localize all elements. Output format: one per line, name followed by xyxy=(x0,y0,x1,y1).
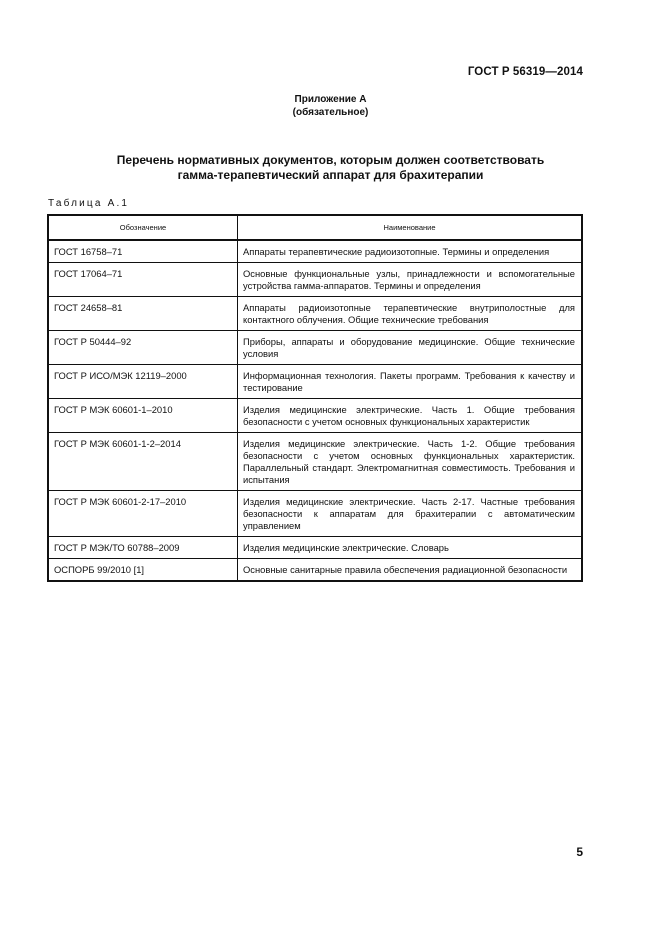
annex-heading xyxy=(0,93,661,119)
document-code-cell: ГОСТ Р 50444–92 xyxy=(48,331,238,365)
table-row xyxy=(48,263,582,297)
document-code-cell: ГОСТ Р МЭК/ТО 60788–2009 xyxy=(48,537,238,559)
document-code-cell: ГОСТ Р МЭК 60601-1-2–2014 xyxy=(48,433,238,491)
annex-title: Приложение А xyxy=(294,94,367,105)
document-code-cell: ГОСТ 24658–81 xyxy=(48,297,238,331)
list-title-line-1: Перечень нормативных документов, которым должен соответствовать xyxy=(116,153,545,167)
document-code-cell: ГОСТ 17064–71 xyxy=(48,263,238,297)
table-row xyxy=(48,297,582,331)
list-title-line-2: гамма-терапевтический аппарат для брахитерапии xyxy=(177,168,484,182)
document-name-cell: Основные функциональные узлы, принадлежности и вспомогательные устройства гамма-аппаратов. Термины и определения xyxy=(238,263,583,297)
annex-status: (обязательное) xyxy=(292,107,369,118)
table-row xyxy=(48,399,582,433)
normative-documents-table xyxy=(47,214,583,582)
table-row xyxy=(48,559,582,582)
document-code: ГОСТ Р 56319—2014 xyxy=(467,66,583,78)
document-code-cell: ГОСТ Р МЭК 60601-1–2010 xyxy=(48,399,238,433)
document-code-cell: ГОСТ 16758–71 xyxy=(48,240,238,263)
column-header-name: Наименование xyxy=(238,215,583,240)
table-row xyxy=(48,240,582,263)
document-name-cell: Основные санитарные правила обеспечения радиационной безопасности xyxy=(238,559,583,582)
table-row xyxy=(48,537,582,559)
table-row xyxy=(48,433,582,491)
table-row xyxy=(48,491,582,537)
document-name-cell: Изделия медицинские электрические. Часть 1-2. Общие требования безопасности с учетом основных функциональных характеристик. Параллельный стандарт. Электромагнитная совместимость. Требования и испытания xyxy=(238,433,583,491)
document-name-cell: Аппараты терапевтические радиоизотопные. Термины и определения xyxy=(238,240,583,263)
document-name-cell: Приборы, аппараты и оборудование медицинские. Общие технические условия xyxy=(238,331,583,365)
document-name-cell: Аппараты радиоизотопные терапевтические внутриполостные для контактного облучения. Общие технические требования xyxy=(238,297,583,331)
document-code-cell: ГОСТ Р ИСО/МЭК 12119–2000 xyxy=(48,365,238,399)
document-name-cell: Изделия медицинские электрические. Словарь xyxy=(238,537,583,559)
document-name-cell: Изделия медицинские электрические. Часть 2-17. Частные требования безопасности к аппаратам для брахитерапии с автоматическим управлением xyxy=(238,491,583,537)
document-code-cell: ГОСТ Р МЭК 60601-2-17–2010 xyxy=(48,491,238,537)
list-title xyxy=(40,153,621,183)
page-number: 5 xyxy=(576,845,583,859)
document-name-cell: Изделия медицинские электрические. Часть 1. Общие требования безопасности с учетом основных функциональных характеристик xyxy=(238,399,583,433)
document-code-cell: ОСПОРБ 99/2010 [1] xyxy=(48,559,238,582)
document-name-cell: Информационная технология. Пакеты программ. Требования к качеству и тестирование xyxy=(238,365,583,399)
table-caption: Таблица А.1 xyxy=(48,198,130,209)
column-header-designation: Обозначение xyxy=(48,215,238,240)
table-row xyxy=(48,365,582,399)
table-row xyxy=(48,331,582,365)
table-header-row xyxy=(48,215,582,240)
